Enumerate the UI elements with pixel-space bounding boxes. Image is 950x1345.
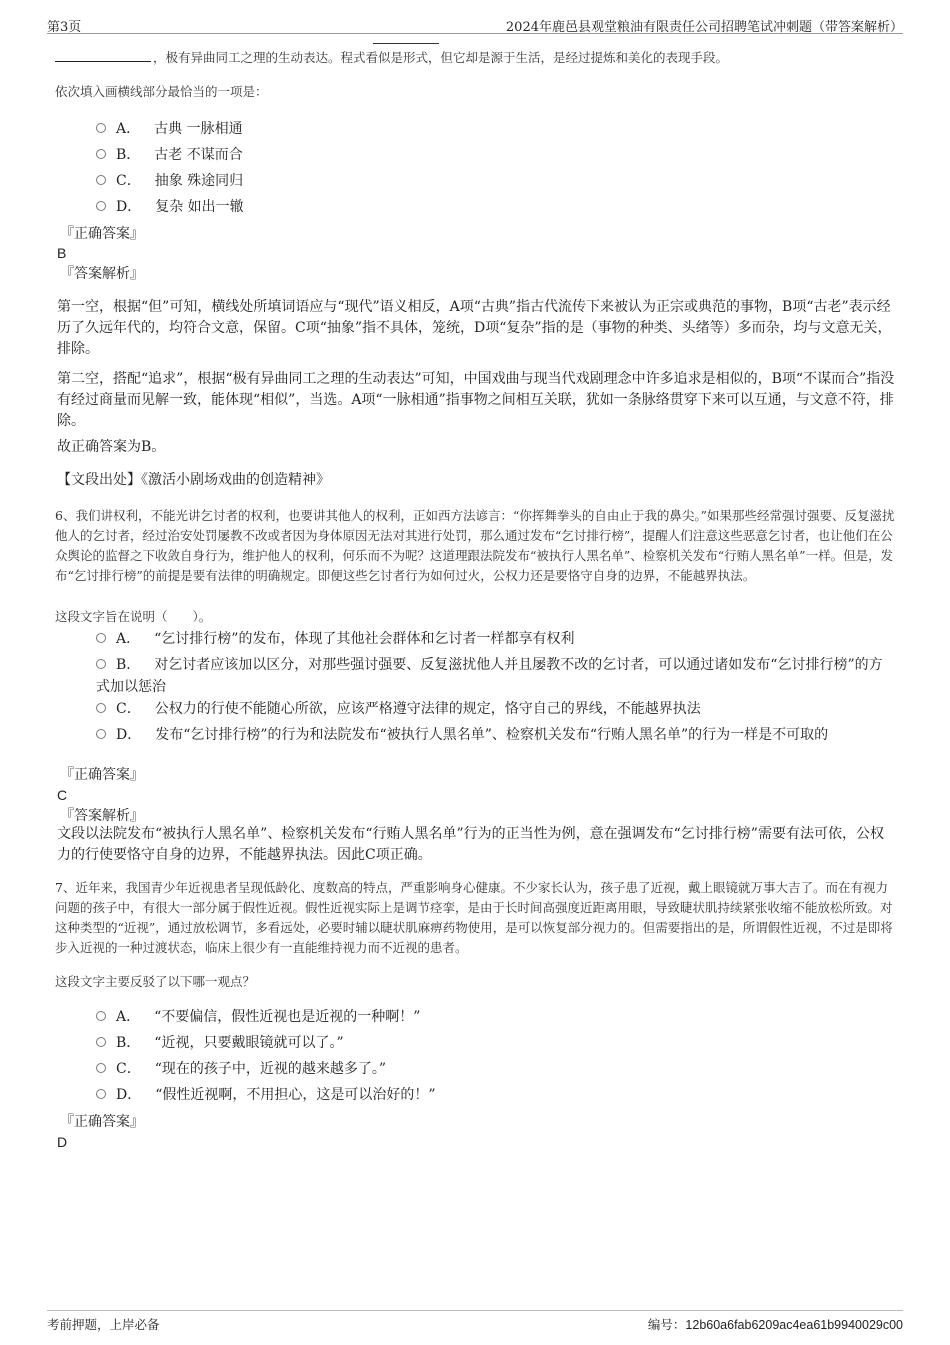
radio-icon[interactable] xyxy=(96,123,106,133)
q7-answer-label: 『正确答案』 xyxy=(60,1114,144,1130)
option-text: 发布“乞讨排行榜”的行为和法院发布“被执行人黑名单”、检察机关发布“行贿人黑名单”的行为一样是不可取的 xyxy=(155,727,829,743)
q7-option-b[interactable] xyxy=(96,1032,896,1054)
option-key: A． xyxy=(116,1009,141,1025)
q6-prompt: 这段文字旨在说明（ ）。 xyxy=(55,609,212,624)
option-key: A． xyxy=(116,121,141,137)
q7-option-d[interactable] xyxy=(96,1084,896,1106)
option-key: C． xyxy=(116,1061,141,1077)
q5-prompt: 依次填入画横线部分最恰当的一项是： xyxy=(55,84,268,99)
option-text: 古典 一脉相通 xyxy=(154,121,243,137)
q5-option-c[interactable] xyxy=(96,170,896,192)
option-text: 复杂 如出一辙 xyxy=(155,199,244,215)
q5-answer-label: 『正确答案』 xyxy=(60,226,144,242)
q7-text: 7、近年来，我国青少年近视患者呈现低龄化、度数高的特点，严重影响身心健康。不少家长认为，孩子患了近视，戴上眼镜就万事大吉了。而在有视力问题的孩子中，有很大一部分属于假性近视。假性近视实际上是调节痉挛，是由于长时间高强度近距离用眼，导致睫状肌持续紧张收缩不能放松所致。对这种类型的“近视”，通过放松调节，多看远处，必要时辅以睫状肌麻痹药物使用，是可以恢复部分视力的。但需要指出的是，所谓假性近视，不过是即将步入近视的一种过渡状态，临床上很少有一直能维持视力而不近视的患者。 xyxy=(55,880,893,955)
footer-code-value: 12b60a6fab6209ac4ea61b9940029c00 xyxy=(685,1318,903,1332)
radio-icon[interactable] xyxy=(96,1037,106,1047)
footer-slogan: 考前押题，上岸必备 xyxy=(47,1317,160,1332)
option-key: B． xyxy=(116,657,141,673)
document-title: 2024年鹿邑县观堂粮油有限责任公司招聘笔试冲刺题（带答案解析） xyxy=(505,20,903,35)
q5-analysis-2: 第二空，搭配“追求”，根据“极有异曲同工之理的生动表达”可知，中国戏曲与现当代戏剧理念中许多追求是相似的，B项“不谋而合”指没有经过商量而见解一致，能体现“相似”，当选。A项“一脉相通”指事物之间相互关联，犹如一条脉络贯穿下来可以互通，与文意不符，排除。 xyxy=(57,371,895,429)
q6-option-a[interactable] xyxy=(96,628,896,650)
option-key: D． xyxy=(116,1087,142,1103)
option-text: 抽象 殊途同归 xyxy=(154,173,244,189)
radio-icon[interactable] xyxy=(96,1089,106,1099)
q6-option-b[interactable] xyxy=(96,654,886,698)
radio-icon[interactable] xyxy=(96,149,106,159)
q6-answer: C xyxy=(57,787,68,803)
q5-source: 【文段出处】《激活小剧场戏曲的创造精神》 xyxy=(57,472,330,488)
footer-code-label: 编号： xyxy=(647,1317,686,1332)
option-text: “乞讨排行榜”的发布，体现了其他社会群体和乞讨者一样都享有权利 xyxy=(154,631,575,647)
q5-option-b[interactable] xyxy=(96,144,896,166)
q5-analysis-label: 『答案解析』 xyxy=(60,266,144,282)
option-text: “假性近视啊，不用担心，这是可以治好的！” xyxy=(155,1087,436,1103)
radio-icon[interactable] xyxy=(96,1011,106,1021)
option-key: A． xyxy=(116,631,141,647)
fill-blank xyxy=(55,49,151,62)
q5-text-tail: ，极有异曲同工之理的生动表达。程式看似是形式，但它却是源于生活，是经过提炼和美化的表现手段。 xyxy=(153,50,729,65)
footer-divider xyxy=(47,1310,903,1311)
option-key: D． xyxy=(116,199,142,215)
radio-icon[interactable] xyxy=(96,201,106,211)
option-key: B． xyxy=(116,147,141,163)
q7-answer: D xyxy=(57,1134,68,1150)
q6-answer-label: 『正确答案』 xyxy=(60,767,144,783)
option-key: C． xyxy=(116,701,141,717)
page-number: 第3页 xyxy=(47,20,82,35)
option-key: C． xyxy=(116,173,141,189)
q5-option-d[interactable] xyxy=(96,196,896,218)
option-text: 古老 不谋而合 xyxy=(154,147,243,163)
q6-option-d[interactable] xyxy=(96,724,896,746)
q5-answer: B xyxy=(57,245,67,261)
radio-icon[interactable] xyxy=(96,1063,106,1073)
footer-code xyxy=(648,1315,903,1333)
q7-option-a[interactable] xyxy=(96,1006,896,1028)
option-text: “近视，只要戴眼镜就可以了。” xyxy=(154,1035,344,1051)
radio-icon[interactable] xyxy=(96,633,106,643)
q5-text xyxy=(55,48,895,68)
q7-option-c[interactable] xyxy=(96,1058,896,1080)
q5-conclusion: 故正确答案为B。 xyxy=(57,439,166,455)
option-text: “不要偏信，假性近视也是近视的一种啊！” xyxy=(154,1009,421,1025)
option-text: 公权力的行使不能随心所欲，应该严格遵守法律的规定，恪守自己的界线，不能越界执法 xyxy=(154,701,701,717)
radio-icon[interactable] xyxy=(96,729,106,739)
option-text: 对乞讨者应该加以区分，对那些强讨强要、反复滋扰他人并且屡教不改的乞讨者，可以通过诸如发布“乞讨排行榜”的方式加以惩治 xyxy=(96,657,883,695)
q6-option-c[interactable] xyxy=(96,698,896,720)
option-text: “现在的孩子中，近视的越来越多了。” xyxy=(154,1061,387,1077)
radio-icon[interactable] xyxy=(96,703,106,713)
top-mark-line xyxy=(373,43,439,44)
radio-icon[interactable] xyxy=(96,659,106,669)
option-key: D． xyxy=(116,727,142,743)
radio-icon[interactable] xyxy=(96,175,106,185)
q5-analysis-1: 第一空，根据“但”可知，横线处所填词语应与“现代”语义相反，A项“古典”指古代流传下来被认为正宗或典范的事物，B项“古老”表示经历了久远年代的，均符合文意，保留。C项“抽象”指不具体，笼统，D项“复杂”指的是（事物的种类、头绪等）多而杂，均与文意无关，排除。 xyxy=(57,299,892,357)
q6-text: 6、我们讲权利，不能光讲乞讨者的权利，也要讲其他人的权利，正如西方法谚言：“你挥舞拳头的自由止于我的鼻尖。”如果那些经常强讨强要、反复滋扰他人的乞讨者，经过治安处罚屡教不改或者因为身体原因无法对其进行处罚，那么通过发布“乞讨排行榜”，提醒人们注意这些恶意乞讨者，也让他们在公众舆论的监督之下收敛自身行为，维护他人的权利，何乐而不为呢？这道理跟法院发布“被执行人黑名单”、检察机关发布“行贿人黑名单”一样。但是，发布“乞讨排行榜”的前提是要有法律的明确规定。即便这些乞讨者行为如何过火，公权力还是要恪守自身的边界，不能越界执法。 xyxy=(55,508,895,583)
option-key: B． xyxy=(116,1035,141,1051)
q6-analysis-label: 『答案解析』 xyxy=(60,808,144,824)
q7-prompt: 这段文字主要反驳了以下哪一观点？ xyxy=(55,974,256,989)
q6-analysis: 文段以法院发布“被执行人黑名单”、检察机关发布“行贿人黑名单”行为的正当性为例，意在强调发布“乞讨排行榜”需要有法可依，公权力的行使要恪守自身的边界，不能越界执法。因此C项正确。 xyxy=(57,826,884,863)
q5-option-a[interactable] xyxy=(96,118,896,140)
header-divider xyxy=(47,33,903,34)
